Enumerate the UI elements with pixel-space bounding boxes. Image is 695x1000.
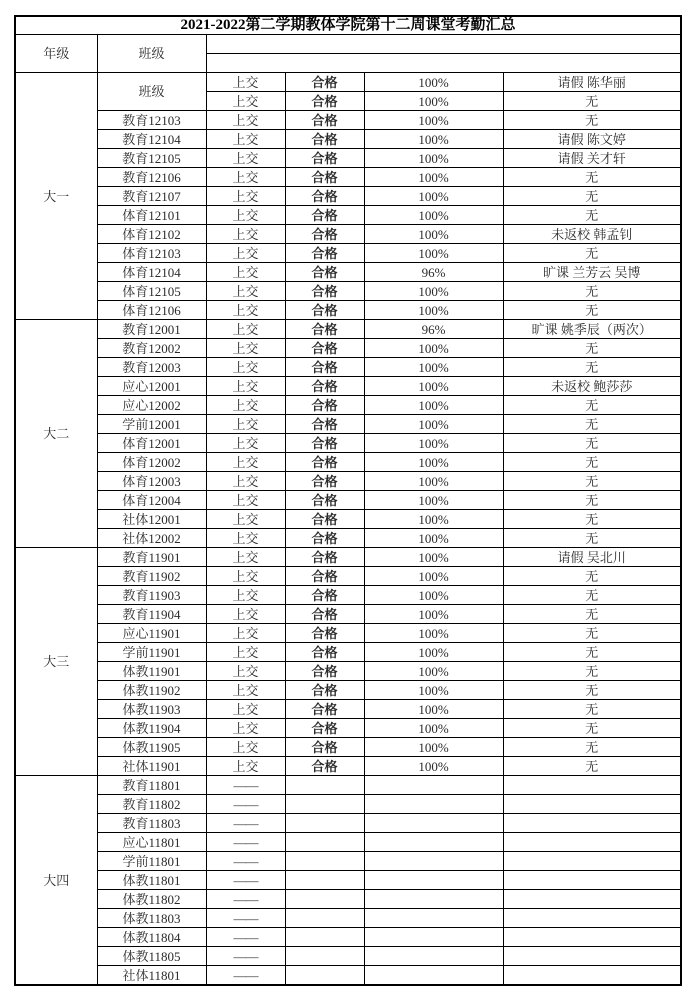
submit-cell: 上交	[206, 244, 285, 263]
grade-cell: 大四	[15, 776, 97, 986]
note-cell	[503, 833, 681, 852]
pass-cell: 合格	[285, 453, 364, 472]
table-row	[15, 396, 681, 415]
submit-cell: 上交	[206, 529, 285, 548]
class-cell: 教育12104	[97, 130, 206, 149]
submit-cell: 上交	[206, 472, 285, 491]
table-row	[15, 168, 681, 187]
rate-cell: 100%	[364, 757, 503, 776]
title-row	[15, 16, 681, 35]
submit-cell: ——	[206, 909, 285, 928]
class-cell: 教育12003	[97, 358, 206, 377]
table-row	[15, 662, 681, 681]
note-cell: 无	[503, 738, 681, 757]
note-cell	[503, 966, 681, 986]
submit-cell: 上交	[206, 263, 285, 282]
header-grade: 年级	[15, 35, 97, 73]
note-cell: 无	[503, 282, 681, 301]
pass-cell: 合格	[285, 472, 364, 491]
table-row	[15, 757, 681, 776]
note-cell: 无	[503, 681, 681, 700]
submit-cell: 上交	[206, 130, 285, 149]
rate-cell: 100%	[364, 111, 503, 130]
class-cell: 体育12105	[97, 282, 206, 301]
rate-cell	[364, 871, 503, 890]
table-row	[15, 738, 681, 757]
table-row	[15, 947, 681, 966]
class-cell: 教育11803	[97, 814, 206, 833]
class-cell: 体育12101	[97, 206, 206, 225]
class-cell: 教育12103	[97, 111, 206, 130]
note-cell: 请假 陈文婷	[503, 130, 681, 149]
submit-cell: 上交	[206, 548, 285, 567]
rate-cell: 100%	[364, 681, 503, 700]
class-cell: 应心12002	[97, 396, 206, 415]
rate-cell: 100%	[364, 206, 503, 225]
class-cell: 教育12001	[97, 320, 206, 339]
note-cell	[503, 947, 681, 966]
grade-cell: 大三	[15, 548, 97, 776]
rate-cell	[364, 928, 503, 947]
rate-cell: 100%	[364, 453, 503, 472]
submit-cell: 上交	[206, 605, 285, 624]
note-cell: 无	[503, 567, 681, 586]
rate-cell	[364, 947, 503, 966]
pass-cell: 合格	[285, 358, 364, 377]
class-cell: 体教11904	[97, 719, 206, 738]
class-cell: 应心11901	[97, 624, 206, 643]
submit-cell: 上交	[206, 738, 285, 757]
submit-cell: 上交	[206, 73, 285, 92]
pass-cell: 合格	[285, 206, 364, 225]
submit-cell: 上交	[206, 700, 285, 719]
pass-cell: 合格	[285, 415, 364, 434]
submit-cell: 上交	[206, 681, 285, 700]
note-cell	[503, 871, 681, 890]
submit-cell: 上交	[206, 206, 285, 225]
note-cell: 无	[503, 662, 681, 681]
attendance-table	[14, 15, 682, 986]
pass-cell: 合格	[285, 719, 364, 738]
note-cell: 未返校 韩孟钊	[503, 225, 681, 244]
table-row	[15, 491, 681, 510]
submit-cell: 上交	[206, 624, 285, 643]
submit-cell: 上交	[206, 320, 285, 339]
header-empty-bottom	[206, 54, 681, 73]
rate-cell: 100%	[364, 92, 503, 111]
rate-cell: 96%	[364, 263, 503, 282]
rate-cell: 100%	[364, 377, 503, 396]
class-cell: 教育12106	[97, 168, 206, 187]
rate-cell: 100%	[364, 605, 503, 624]
pass-cell: 合格	[285, 700, 364, 719]
note-cell: 无	[503, 529, 681, 548]
class-cell: 教育11902	[97, 567, 206, 586]
note-cell: 无	[503, 510, 681, 529]
rate-cell: 100%	[364, 168, 503, 187]
rate-cell: 100%	[364, 567, 503, 586]
pass-cell: 合格	[285, 605, 364, 624]
class-cell: 教育12105	[97, 149, 206, 168]
class-cell: 学前12001	[97, 415, 206, 434]
rate-cell: 100%	[364, 282, 503, 301]
class-cell: 体育12102	[97, 225, 206, 244]
table-row	[15, 624, 681, 643]
submit-cell: 上交	[206, 187, 285, 206]
pass-cell: 合格	[285, 396, 364, 415]
note-cell	[503, 890, 681, 909]
table-row	[15, 225, 681, 244]
pass-cell: 合格	[285, 434, 364, 453]
note-cell: 无	[503, 643, 681, 662]
rate-cell	[364, 776, 503, 795]
table-row	[15, 320, 681, 339]
table-row	[15, 529, 681, 548]
class-cell: 学前11801	[97, 852, 206, 871]
table-row	[15, 73, 681, 92]
table-row	[15, 681, 681, 700]
class-cell: 教育12107	[97, 187, 206, 206]
header-row-1	[15, 35, 681, 54]
table-row	[15, 605, 681, 624]
submit-cell: 上交	[206, 301, 285, 320]
rate-cell: 100%	[364, 244, 503, 263]
pass-cell: 合格	[285, 339, 364, 358]
note-cell: 无	[503, 453, 681, 472]
pass-cell: 合格	[285, 491, 364, 510]
submit-cell: 上交	[206, 719, 285, 738]
rate-cell	[364, 852, 503, 871]
pass-cell: 合格	[285, 567, 364, 586]
class-cell: 教育11901	[97, 548, 206, 567]
submit-cell: 上交	[206, 92, 285, 111]
table-row	[15, 814, 681, 833]
rate-cell: 100%	[364, 358, 503, 377]
pass-cell: 合格	[285, 529, 364, 548]
rate-cell: 100%	[364, 472, 503, 491]
submit-cell: 上交	[206, 491, 285, 510]
class-cell: 教育11903	[97, 586, 206, 605]
submit-cell: ——	[206, 947, 285, 966]
pass-cell: 合格	[285, 149, 364, 168]
submit-cell: 上交	[206, 415, 285, 434]
table-row	[15, 871, 681, 890]
submit-cell: 上交	[206, 396, 285, 415]
table-row	[15, 776, 681, 795]
rate-cell: 100%	[364, 434, 503, 453]
table-row	[15, 472, 681, 491]
rate-cell: 100%	[364, 187, 503, 206]
table-row	[15, 187, 681, 206]
note-cell: 无	[503, 757, 681, 776]
grade-cell: 大二	[15, 320, 97, 548]
class-cell: 班级	[97, 73, 206, 111]
class-cell: 学前11901	[97, 643, 206, 662]
rate-cell	[364, 890, 503, 909]
note-cell: 请假 陈华丽	[503, 73, 681, 92]
submit-cell: 上交	[206, 339, 285, 358]
rate-cell	[364, 909, 503, 928]
submit-cell: 上交	[206, 453, 285, 472]
pass-cell: 合格	[285, 225, 364, 244]
submit-cell: 上交	[206, 111, 285, 130]
table-row	[15, 358, 681, 377]
note-cell	[503, 795, 681, 814]
class-cell: 体教11901	[97, 662, 206, 681]
pass-cell	[285, 833, 364, 852]
note-cell: 无	[503, 396, 681, 415]
submit-cell: ——	[206, 852, 285, 871]
class-cell: 教育11801	[97, 776, 206, 795]
pass-cell: 合格	[285, 738, 364, 757]
pass-cell: 合格	[285, 377, 364, 396]
class-cell: 体育12104	[97, 263, 206, 282]
submit-cell: 上交	[206, 282, 285, 301]
pass-cell: 合格	[285, 586, 364, 605]
submit-cell: 上交	[206, 434, 285, 453]
submit-cell: ——	[206, 833, 285, 852]
pass-cell	[285, 909, 364, 928]
note-cell	[503, 852, 681, 871]
pass-cell	[285, 852, 364, 871]
class-cell: 体教11902	[97, 681, 206, 700]
pass-cell	[285, 928, 364, 947]
pass-cell: 合格	[285, 111, 364, 130]
class-cell: 体育12002	[97, 453, 206, 472]
header-empty-top	[206, 35, 681, 54]
pass-cell	[285, 814, 364, 833]
note-cell: 旷课 兰芳云 吴博	[503, 263, 681, 282]
submit-cell: ——	[206, 928, 285, 947]
pass-cell: 合格	[285, 643, 364, 662]
table-row	[15, 415, 681, 434]
rate-cell: 100%	[364, 700, 503, 719]
pass-cell	[285, 966, 364, 986]
submit-cell: 上交	[206, 662, 285, 681]
table-row	[15, 377, 681, 396]
rate-cell: 100%	[364, 301, 503, 320]
note-cell: 无	[503, 168, 681, 187]
table-row	[15, 890, 681, 909]
rate-cell: 100%	[364, 225, 503, 244]
rate-cell: 100%	[364, 662, 503, 681]
class-cell: 体育12103	[97, 244, 206, 263]
rate-cell: 100%	[364, 624, 503, 643]
pass-cell: 合格	[285, 548, 364, 567]
submit-cell: 上交	[206, 225, 285, 244]
table-row	[15, 719, 681, 738]
class-cell: 教育12002	[97, 339, 206, 358]
pass-cell: 合格	[285, 282, 364, 301]
note-cell: 无	[503, 111, 681, 130]
class-cell: 社体12002	[97, 529, 206, 548]
rate-cell: 100%	[364, 719, 503, 738]
table-row	[15, 586, 681, 605]
table-row	[15, 282, 681, 301]
grade-cell: 大一	[15, 73, 97, 320]
class-cell: 体教11801	[97, 871, 206, 890]
note-cell: 无	[503, 719, 681, 738]
rate-cell: 100%	[364, 339, 503, 358]
table-row	[15, 130, 681, 149]
rate-cell: 100%	[364, 548, 503, 567]
rate-cell: 100%	[364, 130, 503, 149]
table-row	[15, 928, 681, 947]
pass-cell: 合格	[285, 168, 364, 187]
note-cell: 无	[503, 605, 681, 624]
rate-cell: 100%	[364, 529, 503, 548]
pass-cell	[285, 795, 364, 814]
note-cell	[503, 909, 681, 928]
class-cell: 体教11804	[97, 928, 206, 947]
submit-cell: 上交	[206, 586, 285, 605]
class-cell: 社体11901	[97, 757, 206, 776]
submit-cell: ——	[206, 776, 285, 795]
submit-cell: 上交	[206, 757, 285, 776]
rate-cell: 100%	[364, 643, 503, 662]
note-cell: 无	[503, 244, 681, 263]
rate-cell: 100%	[364, 73, 503, 92]
table-row	[15, 263, 681, 282]
pass-cell: 合格	[285, 757, 364, 776]
class-cell: 体教11805	[97, 947, 206, 966]
class-cell: 应心11801	[97, 833, 206, 852]
class-cell: 教育11802	[97, 795, 206, 814]
note-cell: 无	[503, 301, 681, 320]
table-row	[15, 643, 681, 662]
class-cell: 体育12001	[97, 434, 206, 453]
pass-cell: 合格	[285, 244, 364, 263]
rate-cell: 100%	[364, 396, 503, 415]
note-cell: 无	[503, 491, 681, 510]
note-cell: 无	[503, 434, 681, 453]
pass-cell: 合格	[285, 510, 364, 529]
note-cell: 请假 关才轩	[503, 149, 681, 168]
class-cell: 社体12001	[97, 510, 206, 529]
pass-cell: 合格	[285, 320, 364, 339]
table-row	[15, 244, 681, 263]
note-cell: 无	[503, 92, 681, 111]
note-cell: 无	[503, 586, 681, 605]
table-row	[15, 966, 681, 986]
submit-cell: ——	[206, 890, 285, 909]
pass-cell: 合格	[285, 662, 364, 681]
table-row	[15, 548, 681, 567]
class-cell: 体育12003	[97, 472, 206, 491]
rate-cell: 100%	[364, 510, 503, 529]
rate-cell: 96%	[364, 320, 503, 339]
table-row	[15, 833, 681, 852]
rate-cell: 100%	[364, 415, 503, 434]
table-row	[15, 206, 681, 225]
table-row	[15, 339, 681, 358]
submit-cell: 上交	[206, 358, 285, 377]
pass-cell	[285, 776, 364, 795]
header-class: 班级	[97, 35, 206, 73]
note-cell: 无	[503, 339, 681, 358]
table-row	[15, 909, 681, 928]
class-cell: 社体11801	[97, 966, 206, 986]
submit-cell: 上交	[206, 510, 285, 529]
page-title: 2021-2022第二学期教体学院第十二周课堂考勤汇总	[15, 16, 681, 35]
table-row	[15, 301, 681, 320]
rate-cell	[364, 966, 503, 986]
pass-cell: 合格	[285, 130, 364, 149]
note-cell: 旷课 姚季辰（两次）	[503, 320, 681, 339]
submit-cell: 上交	[206, 643, 285, 662]
table-row	[15, 111, 681, 130]
note-cell	[503, 928, 681, 947]
pass-cell: 合格	[285, 301, 364, 320]
class-cell: 体教11905	[97, 738, 206, 757]
rate-cell: 100%	[364, 491, 503, 510]
rate-cell: 100%	[364, 738, 503, 757]
note-cell: 无	[503, 472, 681, 491]
note-cell: 请假 吴北川	[503, 548, 681, 567]
class-cell: 体教11802	[97, 890, 206, 909]
table-row	[15, 795, 681, 814]
submit-cell: 上交	[206, 567, 285, 586]
class-cell: 体教11803	[97, 909, 206, 928]
pass-cell	[285, 871, 364, 890]
table-row	[15, 453, 681, 472]
submit-cell: 上交	[206, 149, 285, 168]
class-cell: 体教11903	[97, 700, 206, 719]
note-cell: 未返校 鲍莎莎	[503, 377, 681, 396]
submit-cell: 上交	[206, 168, 285, 187]
pass-cell: 合格	[285, 263, 364, 282]
class-cell: 体育12106	[97, 301, 206, 320]
rate-cell: 100%	[364, 149, 503, 168]
note-cell: 无	[503, 624, 681, 643]
table-row	[15, 149, 681, 168]
pass-cell: 合格	[285, 73, 364, 92]
table-row	[15, 567, 681, 586]
note-cell	[503, 776, 681, 795]
note-cell: 无	[503, 206, 681, 225]
note-cell: 无	[503, 700, 681, 719]
rate-cell	[364, 833, 503, 852]
note-cell: 无	[503, 187, 681, 206]
pass-cell: 合格	[285, 681, 364, 700]
rate-cell	[364, 795, 503, 814]
pass-cell: 合格	[285, 187, 364, 206]
table-row	[15, 852, 681, 871]
submit-cell: ——	[206, 871, 285, 890]
rate-cell: 100%	[364, 586, 503, 605]
pass-cell: 合格	[285, 92, 364, 111]
table-row	[15, 434, 681, 453]
submit-cell: ——	[206, 814, 285, 833]
submit-cell: 上交	[206, 377, 285, 396]
table-row	[15, 700, 681, 719]
pass-cell: 合格	[285, 624, 364, 643]
submit-cell: ——	[206, 795, 285, 814]
note-cell: 无	[503, 415, 681, 434]
note-cell: 无	[503, 358, 681, 377]
pass-cell	[285, 947, 364, 966]
pass-cell	[285, 890, 364, 909]
rate-cell	[364, 814, 503, 833]
class-cell: 教育11904	[97, 605, 206, 624]
note-cell	[503, 814, 681, 833]
submit-cell: ——	[206, 966, 285, 986]
table-row	[15, 510, 681, 529]
class-cell: 体育12004	[97, 491, 206, 510]
class-cell: 应心12001	[97, 377, 206, 396]
